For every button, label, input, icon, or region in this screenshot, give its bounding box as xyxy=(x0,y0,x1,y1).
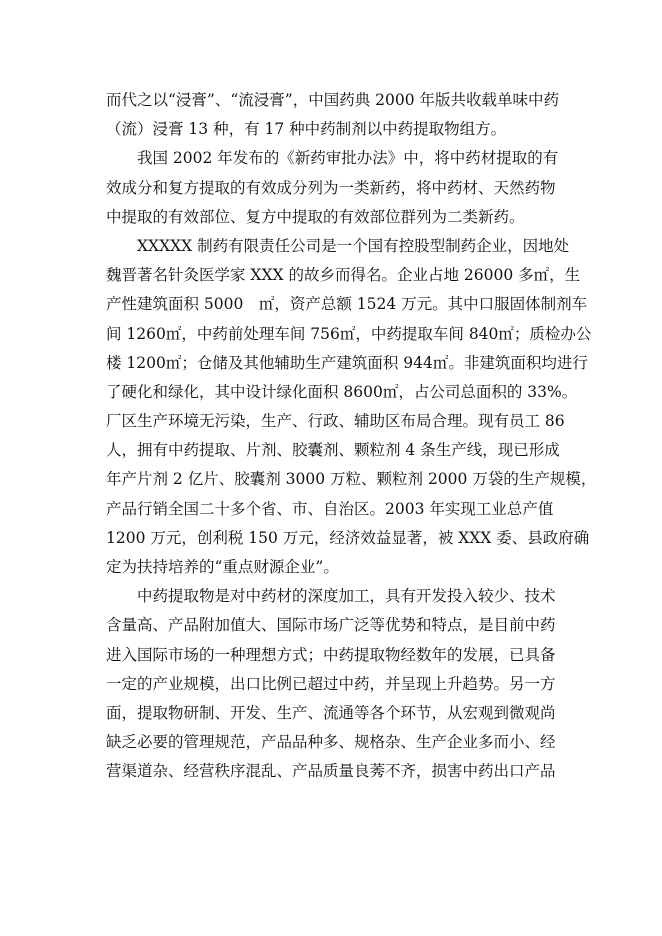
text-line: 产性建筑面积 5000 ㎡，资产总额 1524 万元。其中口服固体制剂车 xyxy=(106,295,588,314)
text-line: 定为扶持培养的“重点财源企业”。 xyxy=(106,558,339,576)
text-line: 含量高、产品附加值大、国际市场广泛等优势和特点，是目前中药 xyxy=(106,616,556,635)
text-line: XXXXX 制药有限责任公司是一个国有控股型制药企业，因地处 xyxy=(137,236,570,255)
text-line: 人，拥有中药提取、片剂、胶囊剂、颗粒剂 4 条生产线，现已形成 xyxy=(106,441,560,460)
text-line: 一定的产业规模，出口比例已超过中药，并呈现上升趋势。另一方 xyxy=(106,674,556,693)
text-line: 魏晋著名针灸医学家 XXX 的故乡而得名。企业占地 26000 多㎡，生 xyxy=(106,266,581,285)
text-line: 产品行销全国二十多个省、市、自治区。2003 年实现工业总产值 xyxy=(106,499,554,518)
text-line: 1200 万元，创利税 150 万元，经济效益显著，被 XXX 委、县政府确 xyxy=(106,528,590,547)
text-line: 而代之以“浸膏”、“流浸膏”，中国药典 2000 年版共收载单味中药 xyxy=(106,91,559,109)
text-line: 营渠道杂、经营秩序混乱、产品质量良莠不齐，损害中药出口产品 xyxy=(106,762,556,781)
text-line: （流）浸膏 13 种，有 17 种中药制剂以中药提取物组方。 xyxy=(106,120,507,139)
text-line: 中提取的有效部位、复方中提取的有效部位群列为二类新药。 xyxy=(106,207,525,226)
body-text xyxy=(106,86,597,787)
text-line: 楼 1200㎡；仓储及其他辅助生产建筑面积 944㎡。非建筑面积均进行 xyxy=(106,353,588,372)
text-line: 间 1260㎡，中药前处理车间 756㎡，中药提取车间 840㎡；质检办公 xyxy=(106,324,592,343)
paragraph-3 xyxy=(106,232,597,582)
paragraph-4 xyxy=(106,582,554,786)
text-line: 厂区生产环境无污染，生产、行政、辅助区布局合理。现有员工 86 xyxy=(106,412,565,431)
text-line: 缺乏必要的管理规范，产品品种多、规格杂、生产企业多而小、经 xyxy=(106,733,556,752)
text-line: 中药提取物是对中药材的深度加工，具有开发投入较少、技术 xyxy=(137,587,556,606)
paragraph-1 xyxy=(106,86,559,144)
text-line: 进入国际市场的一种理想方式；中药提取物经数年的发展，已具备 xyxy=(106,645,556,664)
text-line: 年产片剂 2 亿片、胶囊剂 3000 万粒、颗粒剂 2000 万袋的生产规模， xyxy=(106,470,597,489)
paragraph-2 xyxy=(106,144,559,232)
text-line: 我国 2002 年发布的《新药审批办法》中，将中药材提取的有 xyxy=(137,149,559,168)
text-line: 了硬化和绿化，其中设计绿化面积 8600㎡，占公司总面积的 33%。 xyxy=(106,382,578,401)
text-line: 面，提取物研制、开发、生产、流通等各个环节，从宏观到微观尚 xyxy=(106,703,556,722)
text-line: 效成分和复方提取的有效成分列为一类新药，将中药材、天然药物 xyxy=(106,178,556,197)
